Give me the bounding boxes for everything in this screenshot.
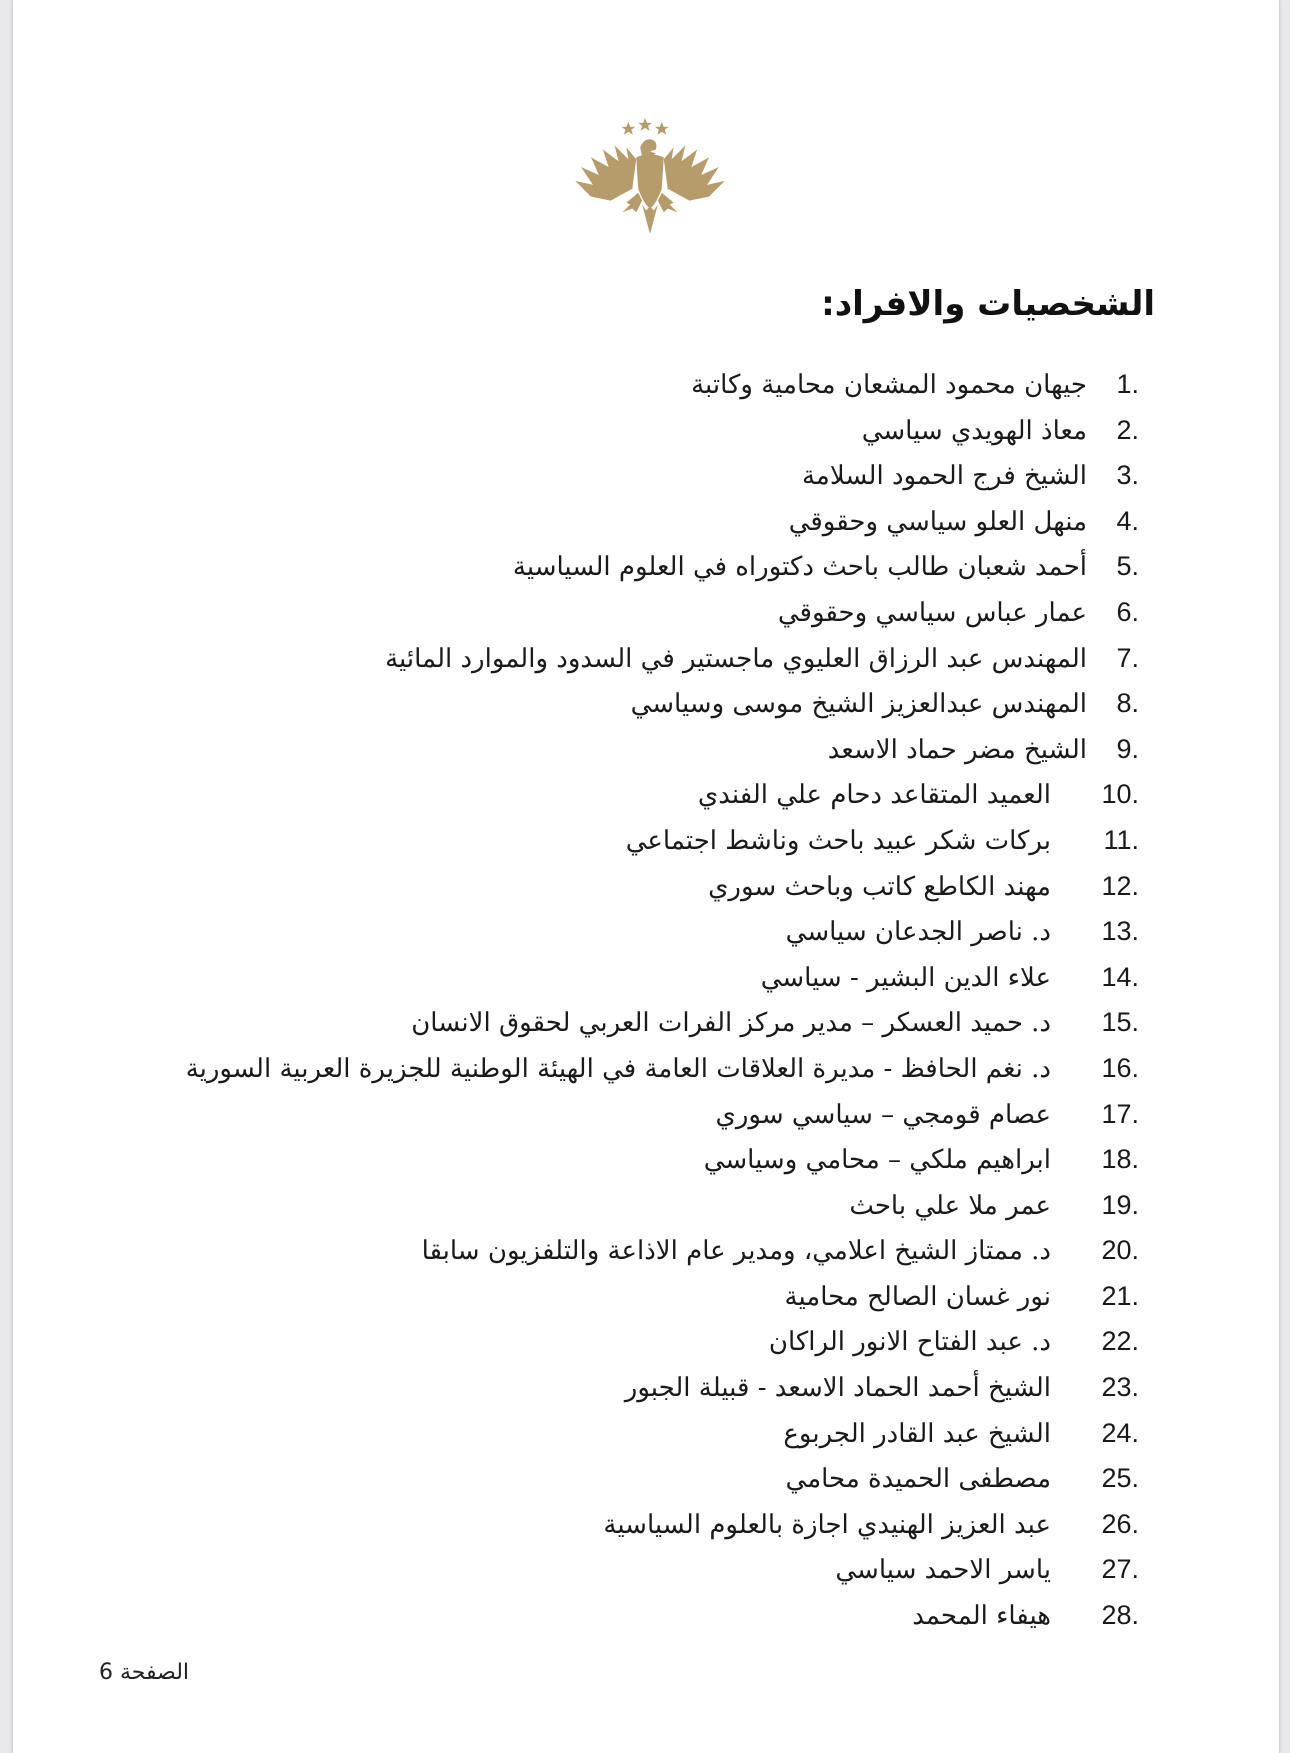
list-item-number: 28.: [1101, 1600, 1139, 1631]
list-item: [186, 909, 1139, 955]
list-item: [186, 1274, 1139, 1320]
list-item-number: 10.: [1101, 779, 1139, 810]
list-item-number: 4.: [1116, 505, 1139, 536]
list-item-text: أحمد شعبان طالب باحث دكتوراه في العلوم السياسية: [512, 552, 1087, 583]
list-item-number: 3.: [1116, 460, 1139, 491]
list-item-number: 2.: [1116, 414, 1139, 445]
list-item-number: 22.: [1101, 1326, 1139, 1357]
list-item: [186, 1000, 1139, 1046]
list-item-text: الشيخ فرج الحمود السلامة: [801, 461, 1087, 492]
list-item-number: 24.: [1101, 1417, 1139, 1448]
list-item-number: 25.: [1101, 1463, 1139, 1494]
list-item: [186, 1502, 1139, 1548]
list-item-text: عصام قومجي – سياسي سوري: [715, 1099, 1051, 1130]
list-item-number: 18.: [1101, 1144, 1139, 1175]
list-item-text: الشيخ عبد القادر الجربوع: [783, 1418, 1051, 1449]
list-item: [186, 1183, 1139, 1229]
list-item: [186, 1547, 1139, 1593]
list-item-text: د. ناصر الجدعان سياسي: [785, 917, 1051, 948]
document-page: [12, 0, 1280, 1753]
list-item-text: هيفاء المحمد: [912, 1601, 1051, 1632]
list-item-text: مهند الكاطع كاتب وباحث سوري: [708, 871, 1051, 902]
list-item-text: المهندس عبد الرزاق العليوي ماجستير في السدود والموارد المائية: [385, 643, 1087, 674]
list-item: [186, 1593, 1139, 1639]
list-item-number: 8.: [1116, 688, 1139, 719]
list-item-text: د. نغم الحافظ - مديرة العلاقات العامة في الهيئة الوطنية للجزيرة العربية السورية: [185, 1053, 1051, 1084]
list-item-number: 17.: [1101, 1098, 1139, 1129]
list-item: [186, 818, 1139, 864]
list-item: [186, 1456, 1139, 1502]
list-item-number: 12.: [1101, 870, 1139, 901]
list-item: [186, 1046, 1139, 1092]
list-item-number: 11.: [1103, 824, 1139, 855]
list-item-number: 27.: [1101, 1554, 1139, 1585]
people-list: [186, 362, 1139, 1639]
list-item: [186, 727, 1139, 773]
list-item: [186, 499, 1139, 545]
list-item: [186, 1365, 1139, 1411]
list-item: [186, 772, 1139, 818]
list-item: [186, 864, 1139, 910]
list-item-text: بركات شكر عبيد باحث وناشط اجتماعي: [625, 825, 1051, 856]
list-item-text: المهندس عبدالعزيز الشيخ موسى وسياسي: [630, 689, 1087, 720]
list-item: [186, 1137, 1139, 1183]
list-item: [186, 453, 1139, 499]
list-item-text: العميد المتقاعد دحام علي الفندي: [697, 780, 1051, 811]
list-item-number: 16.: [1101, 1052, 1139, 1083]
list-item-number: 20.: [1101, 1235, 1139, 1266]
list-item-number: 14.: [1101, 961, 1139, 992]
list-item: [186, 362, 1139, 408]
list-item-number: 13.: [1101, 916, 1139, 947]
list-item: [186, 636, 1139, 682]
list-item-number: 23.: [1101, 1372, 1139, 1403]
list-item-number: 5.: [1116, 551, 1139, 582]
list-item: [186, 1228, 1139, 1274]
list-item-text: د. ممتاز الشيخ اعلامي، ومدير عام الاذاعة والتلفزيون سابقا: [421, 1236, 1051, 1267]
list-item-text: منهل العلو سياسي وحقوقي: [788, 506, 1087, 537]
page-number: الصفحة 6: [99, 1660, 190, 1685]
list-item-number: 26.: [1101, 1508, 1139, 1539]
list-item-text: د. حميد العسكر – مدير مركز الفرات العربي لحقوق الانسان: [411, 1008, 1051, 1039]
list-item-number: 1.: [1116, 369, 1139, 399]
list-item-text: الشيخ مضر حماد الاسعد: [827, 734, 1087, 765]
list-item-text: ابراهيم ملكي – محامي وسياسي: [703, 1145, 1051, 1176]
list-item: [186, 408, 1139, 454]
list-item: [186, 1411, 1139, 1457]
list-item: [186, 590, 1139, 636]
list-item-text: عمر ملا علي باحث: [849, 1190, 1051, 1221]
list-item: [186, 1319, 1139, 1365]
page-heading: الشخصيات والافراد:: [821, 284, 1155, 324]
list-item-number: 6.: [1116, 596, 1139, 627]
list-item: [186, 681, 1139, 727]
list-item-text: د. عبد الفتاح الانور الراكان: [768, 1327, 1051, 1358]
list-item-text: جيهان محمود المشعان محامية وكاتبة: [691, 370, 1087, 400]
list-item-text: ياسر الاحمد سياسي: [835, 1555, 1051, 1586]
list-item: [186, 955, 1139, 1001]
list-item-number: 21.: [1101, 1280, 1139, 1311]
list-item-number: 9.: [1116, 733, 1139, 764]
list-item: [186, 544, 1139, 590]
list-item-text: معاذ الهويدي سياسي: [861, 415, 1087, 446]
list-item-text: علاء الدين البشير - سياسي: [760, 962, 1051, 993]
list-item: [186, 1092, 1139, 1138]
list-item-number: 19.: [1101, 1189, 1139, 1220]
list-item-text: عبد العزيز الهنيدي اجازة بالعلوم السياسية: [603, 1509, 1051, 1540]
list-item-number: 7.: [1116, 642, 1139, 673]
list-item-text: نور غسان الصالح محامية: [784, 1281, 1051, 1312]
list-item-text: مصطفى الحميدة محامي: [785, 1464, 1051, 1495]
list-item-text: الشيخ أحمد الحماد الاسعد - قبيلة الجبور: [624, 1373, 1051, 1404]
list-item-number: 15.: [1101, 1007, 1139, 1038]
eagle-emblem-icon: [571, 118, 729, 236]
list-item-text: عمار عباس سياسي وحقوقي: [777, 597, 1087, 628]
